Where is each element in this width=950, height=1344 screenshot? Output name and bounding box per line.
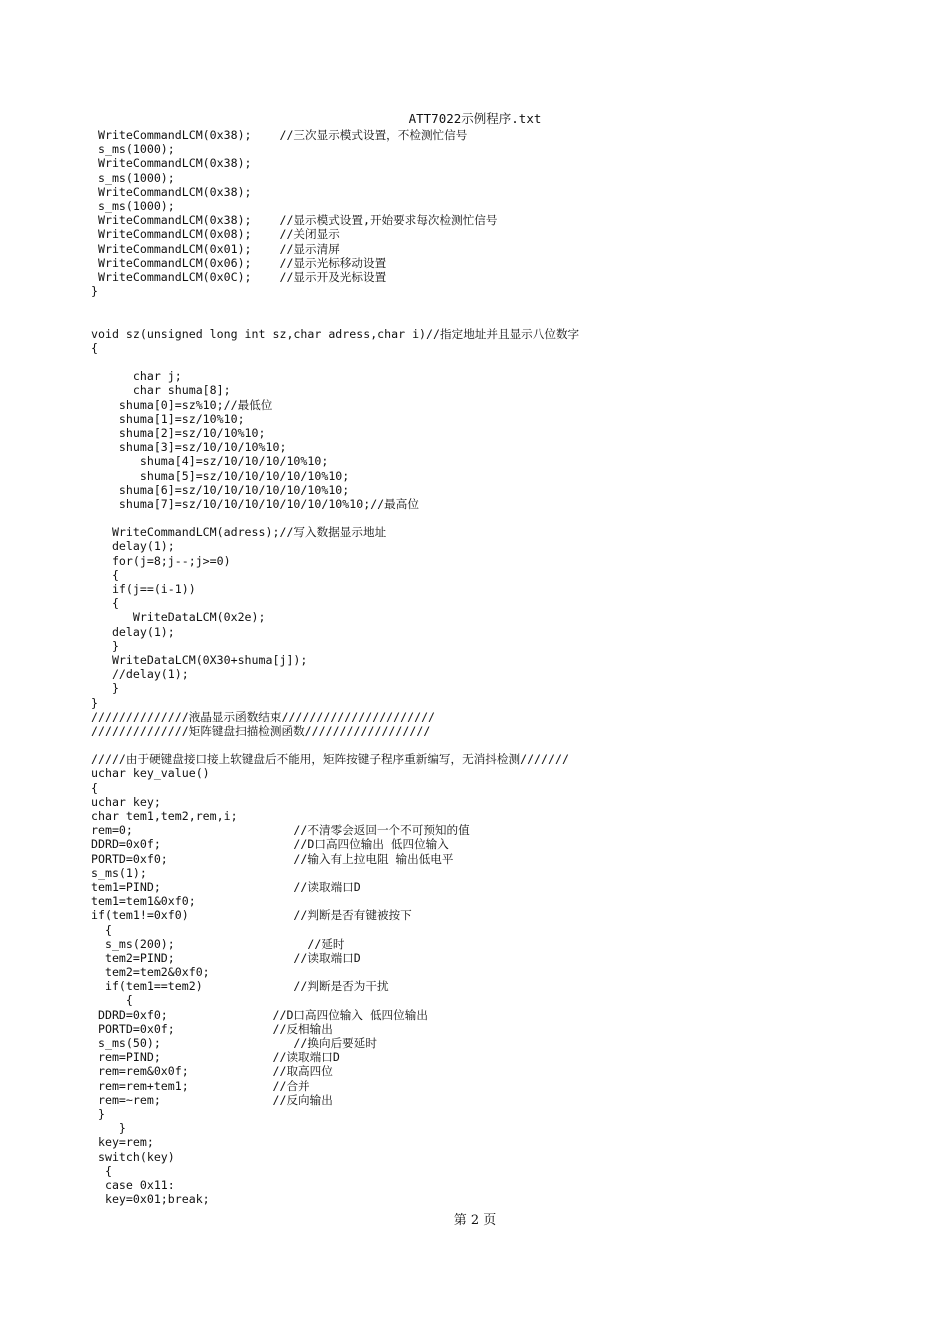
code-line — [91, 355, 579, 369]
code-line: //////////////液晶显示函数结束////////////////////// — [91, 709, 436, 724]
code-line: s_ms(1); — [91, 865, 147, 880]
code-line: } — [91, 695, 98, 710]
code-line: rem=rem&0x0f; //取高四位 — [91, 1064, 333, 1079]
code-line: char shuma[8]; — [91, 383, 231, 398]
code-line: shuma[5]=sz/10/10/10/10/10%10; — [91, 468, 350, 483]
code-line: case 0x11: — [91, 1177, 175, 1192]
page-footer — [0, 1213, 950, 1229]
code-line: s_ms(50); //换向后要延时 — [91, 1036, 377, 1050]
code-line: rem=rem+tem1; //合并 — [91, 1078, 310, 1093]
code-line: WriteDataLCM(0x2e); — [91, 610, 266, 625]
code-line: { — [91, 780, 98, 795]
code-line: WriteCommandLCM(0x08); //关闭显示 — [91, 227, 340, 242]
code-line: } — [91, 638, 119, 653]
code-line: PORTD=0xf0; //输入有上拉电阻 输出低电平 — [91, 851, 454, 866]
code-line: if(tem1==tem2) //判断是否为干扰 — [91, 979, 389, 994]
code-line: if(tem1!=0xf0) //判断是否有键被按下 — [91, 908, 412, 923]
code-line: shuma[7]=sz/10/10/10/10/10/10/10%10;//最高位 — [91, 496, 419, 511]
code-line: WriteCommandLCM(0x01); //显示清屏 — [91, 241, 340, 256]
code-line: tem2=tem2&0xf0; — [91, 965, 210, 980]
code-line: uchar key_value() — [91, 766, 210, 781]
code-line — [91, 298, 579, 312]
code-line: shuma[0]=sz%10;//最低位 — [91, 397, 273, 412]
code-line: tem1=tem1&0xf0; — [91, 894, 196, 909]
code-line: WriteDataLCM(0X30+shuma[j]); — [91, 652, 308, 667]
code-line: } — [91, 1121, 126, 1136]
code-line: void sz(unsigned long int sz,char adress,char i)//指定地址并且显示八位数字 — [91, 326, 580, 341]
code-line: WriteCommandLCM(adress);//写入数据显示地址 — [91, 525, 387, 540]
code-line: shuma[4]=sz/10/10/10/10%10; — [91, 454, 329, 469]
code-line: delay(1); — [91, 624, 175, 639]
code-line: //delay(1); — [91, 667, 189, 682]
code-line: { — [91, 922, 112, 937]
code-line: } — [91, 1106, 105, 1121]
code-line: DDRD=0x0f; //D口高四位输出 低四位输入 — [91, 837, 449, 852]
document-filename: ATT7022示例程序.txt — [408, 111, 542, 126]
code-line: for(j=8;j--;j>=0) — [91, 553, 231, 568]
code-line: char j; — [91, 369, 182, 384]
code-line: rem=0; //不清零会返回一个不可预知的值 — [91, 823, 470, 838]
code-line: key=rem; — [91, 1135, 154, 1150]
code-line: { — [91, 340, 98, 355]
code-line: shuma[2]=sz/10/10%10; — [91, 425, 266, 440]
code-line: key=0x01;break; — [91, 1192, 210, 1207]
code-line: WriteCommandLCM(0x38); //显示模式设置,开始要求每次检测忙信号 — [91, 213, 498, 228]
code-line: if(j==(i-1)) — [91, 582, 196, 596]
code-line: rem=~rem; //反向输出 — [91, 1092, 333, 1107]
code-line: } — [91, 284, 98, 299]
code-line: delay(1); — [91, 539, 175, 554]
code-line: //////////////矩阵键盘扫描检测函数////////////////// — [91, 723, 431, 738]
code-line: uchar key; — [91, 794, 161, 809]
code-line: DDRD=0xf0; //D口高四位输入 低四位输出 — [91, 1007, 428, 1022]
code-line: { — [91, 567, 119, 582]
code-listing — [91, 128, 579, 1206]
code-line: s_ms(1000); — [91, 170, 175, 185]
code-line: WriteCommandLCM(0x38); — [91, 156, 252, 171]
code-line: { — [91, 1163, 112, 1178]
document-header — [0, 111, 950, 127]
code-line: shuma[1]=sz/10%10; — [91, 411, 245, 426]
code-line: tem2=PIND; //读取端口D — [91, 950, 361, 965]
code-line: char tem1,tem2,rem,i; — [91, 809, 238, 823]
code-line: switch(key) — [91, 1149, 175, 1164]
code-line: s_ms(1000); — [91, 142, 175, 157]
code-line: WriteCommandLCM(0x38); — [91, 184, 252, 199]
page-number: 第 2 页 — [453, 1213, 497, 1228]
code-line: WriteCommandLCM(0x06); //显示光标移动设置 — [91, 255, 387, 270]
code-line: shuma[6]=sz/10/10/10/10/10/10%10; — [91, 482, 350, 497]
code-line — [91, 738, 579, 752]
code-line: WriteCommandLCM(0x38); //三次显示模式设置，不检测忙信号 — [91, 128, 468, 142]
code-line: tem1=PIND; //读取端口D — [91, 879, 361, 894]
code-line: WriteCommandLCM(0x0C); //显示开及光标设置 — [91, 269, 387, 284]
code-line: rem=PIND; //读取端口D — [91, 1050, 340, 1065]
code-line — [91, 312, 579, 326]
code-line: /////由于硬键盘接口接上软键盘后不能用，矩阵按键子程序重新编写，无消抖检测/////// — [91, 752, 569, 767]
code-line: PORTD=0x0f; //反相输出 — [91, 1021, 333, 1036]
code-line — [91, 511, 579, 525]
code-line: { — [91, 993, 133, 1008]
code-line: s_ms(1000); — [91, 198, 175, 213]
code-line: s_ms(200); //延时 — [91, 936, 345, 951]
code-line: { — [91, 596, 119, 611]
code-line: } — [91, 681, 119, 696]
code-line: shuma[3]=sz/10/10/10%10; — [91, 440, 287, 455]
